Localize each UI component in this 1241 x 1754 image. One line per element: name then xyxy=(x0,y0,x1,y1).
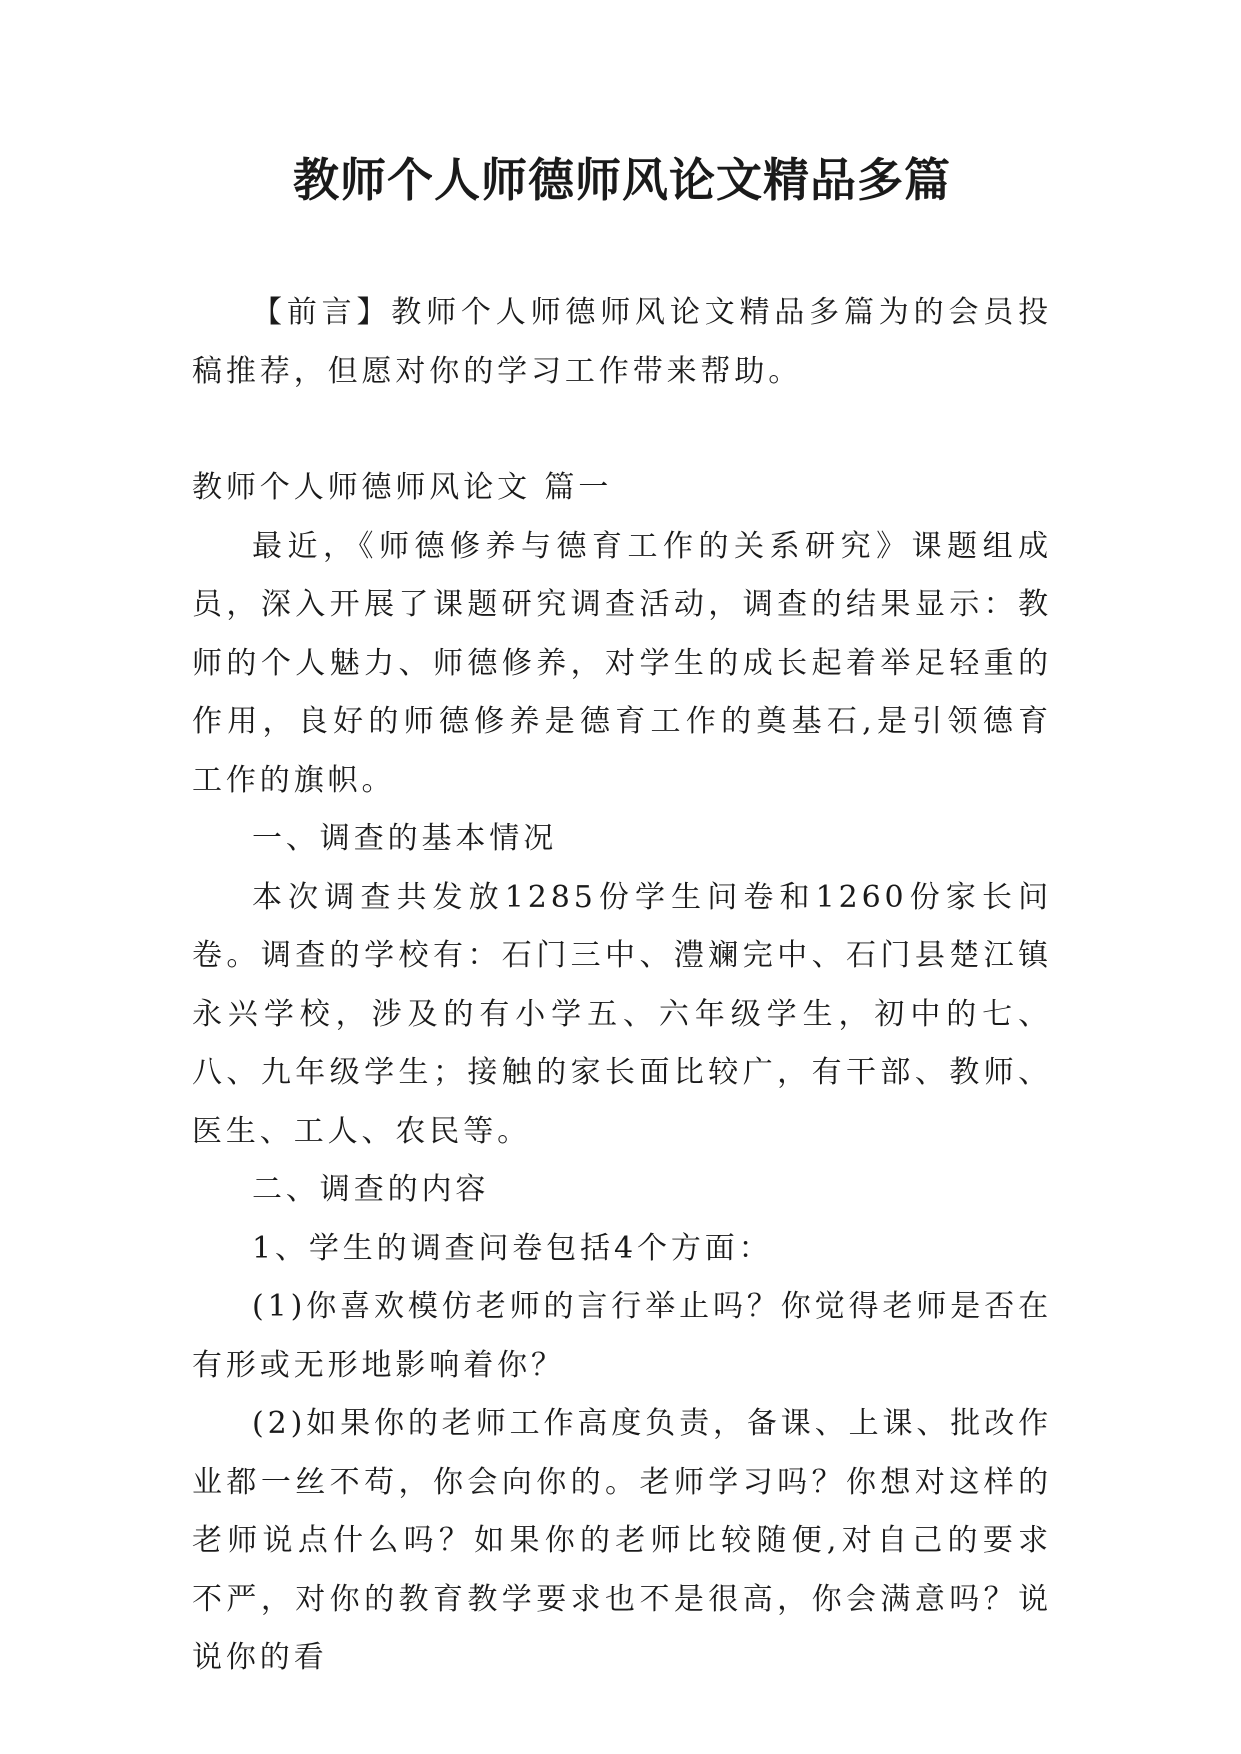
preface-paragraph: 【前言】教师个人师德师风论文精品多篇为的会员投稿推荐，但愿对你的学习工作带来帮助。 xyxy=(192,295,1052,389)
body-paragraph: 最近，《师德修养与德育工作的关系研究》课题组成员，深入开展了课题研究调查活动，调查的结果显示：教师的个人魅力、师德修养，对学生的成长起着举足轻重的作用，良好的师德修养是德育工作的奠基石,是引领德育工作的旗帜。 xyxy=(192,528,1052,798)
body-paragraph: 1、学生的调查问卷包括4个方面： xyxy=(252,1230,773,1266)
question-item: (2)如果你的老师工作高度负责，备课、上课、批改作业都一丝不苟，你会向你的。老师学习吗？你想对这样的老师说点什么吗？如果你的老师比较随便,对自己的要求不严，对你的教育教学要求也不是很高，你会满意吗？说说你的看 xyxy=(192,1406,1052,1675)
subheading: 二、调查的内容 xyxy=(252,1172,490,1207)
document-title: 教师个人师德师风论文精品多篇 xyxy=(293,153,951,207)
document-body xyxy=(192,284,1052,1688)
body-paragraph: 本次调查共发放1285份学生问卷和1260份家长问卷。调查的学校有：石门三中、澧斓完中、石门县楚江镇永兴学校，涉及的有小学五、六年级学生，初中的七、八、九年级学生；接触的家长面比较广，有干部、教师、医生、工人、农民等。 xyxy=(192,879,1052,1149)
question-item: (1)你喜欢模仿老师的言行举止吗？你觉得老师是否在有形或无形地影响着你？ xyxy=(192,1289,1052,1383)
paragraph-spacer xyxy=(192,401,1052,459)
subheading: 一、调查的基本情况 xyxy=(252,821,558,856)
section-title: 教师个人师德师风论文 篇一 xyxy=(192,470,613,505)
